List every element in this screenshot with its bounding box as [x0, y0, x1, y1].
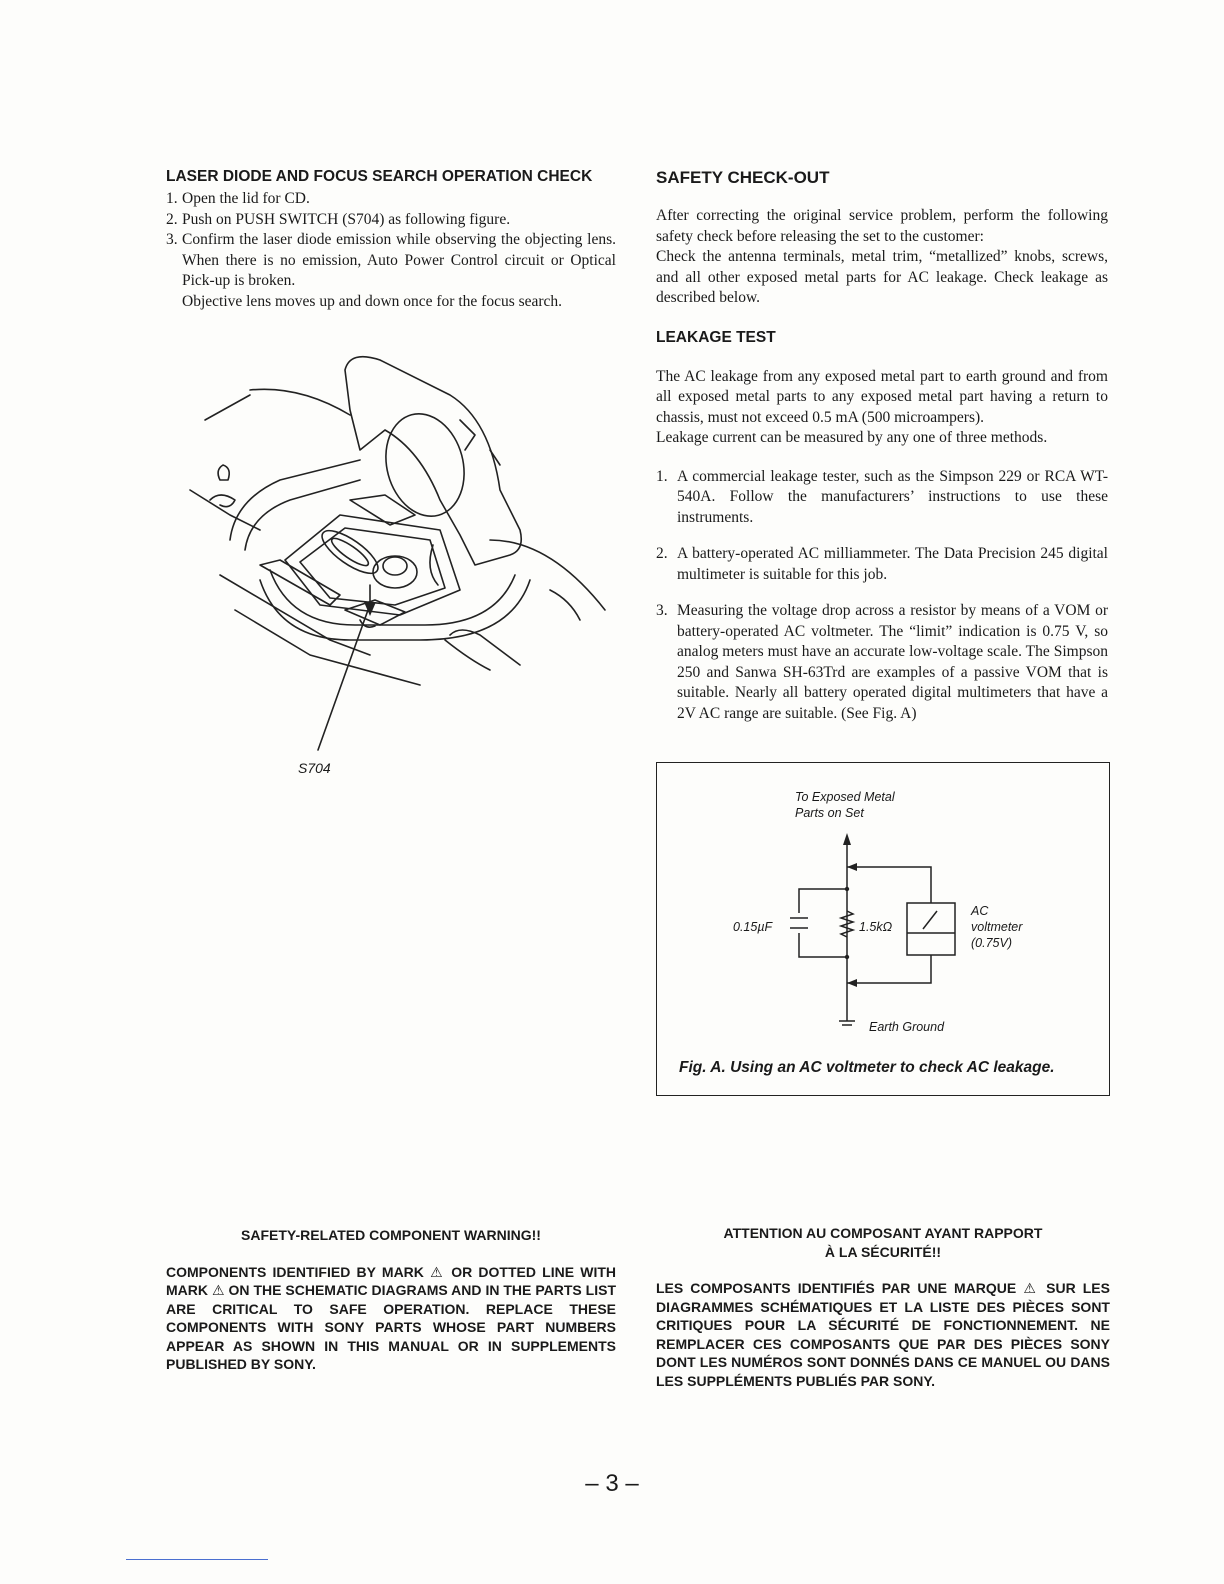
step-note: Objective lens moves up and down once for the focus search.	[182, 292, 563, 310]
page-number: – 3 –	[585, 1470, 639, 1497]
method-number: 3.	[656, 602, 668, 619]
laser-check-title: LASER DIODE AND FOCUS SEARCH OPERATION CHECK	[166, 168, 593, 185]
method-item	[656, 467, 1108, 529]
warning-en-text-3: ON THE SCHEMATIC DIAGRAMS AND IN THE PARTS LIST ARE CRITICAL TO SAFE OPERATION. REPLACE THESE COMPONENTS WITH SONY PARTS WHOSE PART NUMBERS APPEAR AS SHOWN IN THIS MANUAL OR IN SUPPLEMENTS PUBLISHED BY SONY.	[166, 1282, 617, 1372]
measurement-methods	[656, 467, 1108, 725]
method-text: Measuring the voltage drop across a resistor by means of a VOM or battery-operated AC voltmeter. The “limit” indication is 0.75 V, so analog meters must have an accurate low-voltage scale. The Simpson 250 and Sanwa SH-63Trd are examples of a passive VOM that is suitable. Nearly all battery operated digital multimeters that have a 2V AC range are suitable. (See Fig. A)	[677, 602, 1108, 722]
laser-check-steps	[166, 189, 616, 312]
warning-en-title: SAFETY-RELATED COMPONENT WARNING!!	[241, 1227, 541, 1243]
step-text: Confirm the laser diode emission while observing the objecting lens. When there is no emission, Auto Power Control circuit or Optical Pick-up is broken.	[182, 231, 616, 289]
figure-a-box	[656, 762, 1110, 1096]
method-item	[656, 544, 1108, 585]
resistor-label: 1.5kΩ	[859, 920, 893, 934]
capacitor-label: 0.15µF	[733, 920, 773, 934]
s704-label: S704	[298, 760, 331, 776]
warning-fr-title-2: À LA SÉCURITÉ!!	[824, 1243, 942, 1260]
warning-en-text-2: OR DOTTED LINE WITH MARK	[166, 1263, 616, 1298]
method-number: 1.	[656, 467, 668, 485]
footer-rule	[126, 1559, 268, 1560]
method-text: A commercial leakage tester, such as the Simpson 229 or RCA WT-540A. Follow the manufacturers’ instructions to use these instruments.	[677, 467, 1108, 526]
earth-ground-label: Earth Ground	[869, 1020, 945, 1034]
step-item	[166, 189, 616, 210]
leakage-paragraph-2: Leakage current can be measured by any one of three methods.	[656, 429, 1048, 446]
leakage-paragraph: The AC leakage from any exposed metal part to earth ground and from all exposed metal parts to any exposed metal part having a return to chassis, must not exceed 0.5 mA (500 microampers).	[656, 367, 1108, 426]
warning-triangle-icon: ⚠	[211, 1282, 225, 1298]
meter-label-3: (0.75V)	[971, 936, 1012, 950]
step-number: 3.	[166, 231, 178, 248]
safety-checkout-title: SAFETY CHECK-OUT	[656, 168, 830, 187]
meter-label-1: AC	[971, 904, 989, 918]
warning-english	[166, 1226, 616, 1374]
figure-caption: Fig. A. Using an AC voltmeter to check AC leakage.	[679, 1059, 1055, 1076]
safety-intro-2: Check the antenna terminals, metal trim, “metallized” knobs, screws, and all other exposed metal parts for AC leakage. Check leakage as described below.	[656, 248, 1108, 306]
warning-fr-text-1: LES COMPOSANTS IDENTIFIÉS PAR UNE MARQUE	[656, 1280, 1017, 1296]
safety-checkout-section	[656, 168, 1108, 740]
warning-french	[656, 1224, 1110, 1390]
warning-en-text	[166, 1263, 616, 1374]
warning-triangle-icon: ⚠	[1023, 1280, 1040, 1296]
step-number: 1.	[166, 190, 178, 207]
fig-top-label-1: To Exposed Metal	[795, 790, 895, 804]
warning-fr-title-1: ATTENTION AU COMPOSANT AYANT RAPPORT	[723, 1225, 1043, 1241]
method-text: A battery-operated AC milliammeter. The Data Precision 245 digital multimeter is suitable for this job.	[677, 545, 1108, 583]
warning-triangle-icon: ⚠	[430, 1263, 445, 1280]
step-number: 2.	[166, 210, 178, 228]
cd-lid-illustration	[190, 340, 620, 770]
fig-top-label-2: Parts on Set	[795, 806, 864, 820]
warning-en-text-1: COMPONENTS IDENTIFIED BY MARK	[166, 1263, 424, 1280]
method-item	[656, 601, 1108, 724]
warning-fr-text-2: SUR LES DIAGRAMMES SCHÉMATIQUES ET LA LISTE DES PIÈCES SONT CRITIQUES POUR LA SÉCURITÉ DE FONCTIONNEMENT. NE REMPLACER CES COMPOSANTS QUE PAR DES PIÈCES SONY DONT LES NUMÉROS SONT DONNÉS DANS CE MANUEL OU DANS LES SUPPLÉMENTS PUBLIÉS PAR SONY.	[656, 1280, 1110, 1389]
step-text: Open the lid for CD.	[182, 190, 310, 207]
safety-intro: After correcting the original service problem, perform the following safety check before releasing the set to the customer:	[656, 207, 1108, 245]
meter-label-2: voltmeter	[971, 920, 1023, 934]
step-item	[166, 210, 616, 231]
method-number: 2.	[656, 545, 668, 562]
step-text: Push on PUSH SWITCH (S704) as following figure.	[182, 210, 511, 228]
laser-check-section	[166, 168, 616, 312]
warning-fr-text	[656, 1279, 1110, 1390]
step-item	[166, 230, 616, 312]
leakage-test-title: LEAKAGE TEST	[656, 328, 776, 346]
